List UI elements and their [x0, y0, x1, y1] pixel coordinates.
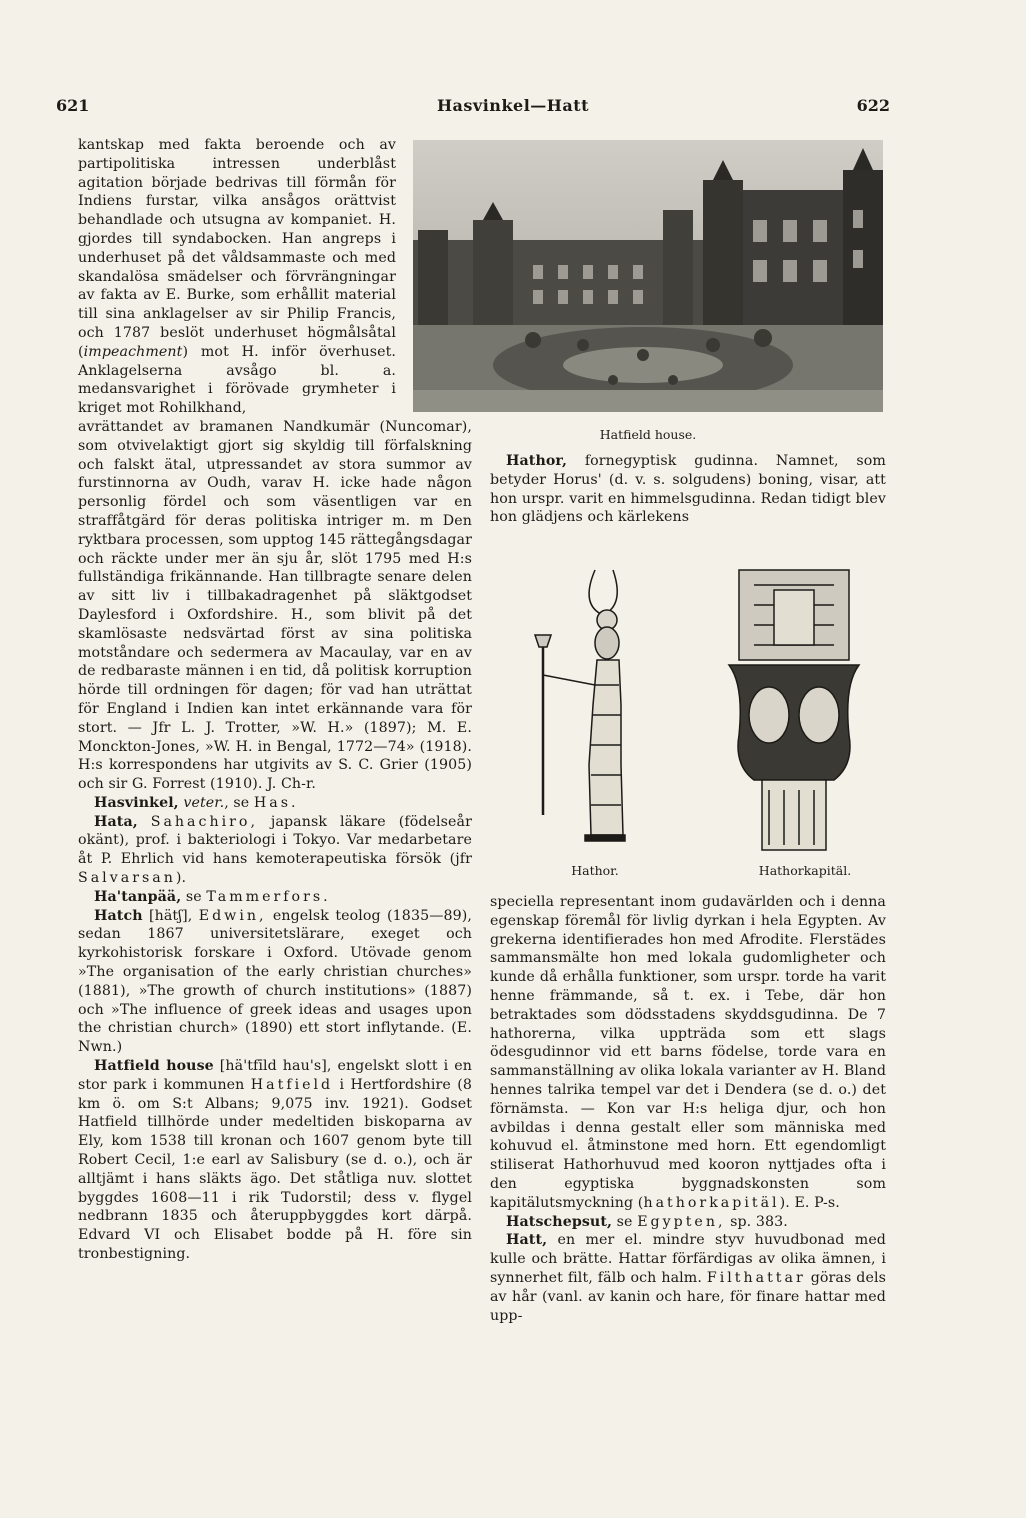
entry-text: speciella representant inom gudavärlden och i denna egenskap föremål för livlig dyrkan i hela Egypten. Av grekerna identifierades hon med Afrodite. Flerstädes sammansmälte hon med lokala gudomligheter och kunde då erhålla funktioner, som urspr. torde ha varit henne främmande, så t. ex. i Tebe, där hon betraktades som dödsstadens skyddsgudinna. De 7 hathorerna, vilka uppträda som ett slags ödesgudinnor vid ett barns födelse, torde vara en sammanställning av olika lokala varianter av H. Bland hennes talrika tempel var det i Dendera (se d. o.) det förnämsta. — Kon var H:s heliga djur, och hon avbildas i denna gestalt eller som människa med kohuvud el. åtminstone med horn. Ett egendomligt stiliserat Hathorhuvud med kooron nyttjades ofta i den egyptiska byggnadskonsten som kapitälutsmyckning (	[490, 894, 886, 1211]
entry-text-end: ).	[175, 870, 187, 887]
hathor-capital-illustration	[724, 565, 864, 855]
entry-text: japansk läkare (födelseår okänt), prof. i bakteriologi i Tokyo. Var medarbetare åt P. Ehrlich vid hans kemoterapeutiska försök (jfr	[78, 813, 472, 868]
page-number-right: 622	[856, 96, 890, 115]
entry-text-end: sp. 383.	[730, 1213, 788, 1230]
running-title: Hasvinkel—Hatt	[436, 96, 590, 115]
hastings-text-2: ) mot H. inför överhuset. Anklagelserna avsågo bl. a. medansvarighet i förövade grymheter i kriget mot Rohilkhand,	[78, 343, 396, 417]
cross-ref-salvarsan: Salvarsan	[78, 870, 176, 887]
entry-hatt	[490, 1231, 886, 1325]
entry-hatch	[78, 907, 472, 1057]
page-number-left: 621	[56, 96, 90, 115]
headword-hatch: Hatch	[94, 907, 143, 924]
hatfield-house-photo	[413, 140, 883, 412]
entry-text: engelskt slott i en stor park i kommunen	[78, 1058, 472, 1093]
name-edwin: Edwin,	[198, 907, 267, 924]
term-filthattar: Filthattar	[706, 1269, 806, 1286]
headword-hathor: Hathor,	[506, 453, 568, 469]
entry-text: se	[185, 888, 202, 905]
impeachment-term: impeachment	[83, 343, 183, 360]
hatfield-house-image	[413, 140, 883, 412]
entry-hathor	[490, 452, 886, 527]
hathor-illustration	[525, 565, 665, 855]
entry-text: fornegyptisk gudinna. Namnet, som betyder Horus' (d. v. s. solgudens) boning, visar, att hon urspr. varit en himmelsgudinna. Redan tidigt blev hon glädjens och kärlekens	[490, 453, 886, 526]
name-sahachiro: Sahachiro,	[150, 813, 258, 830]
hastings-continuation-2: avrättandet av bramanen Nandkumär (Nuncomar), som otvivelaktigt gjort sig skyldig till förfalskning och falskt ätal, utpressandet av stora summor av furstinnorna av Oudh, varav H. icke hade någon personlig fördel och som väsentligen var en straffåtgärd för deras politiska intriger m. m Den ryktbara processen, som upptog 145 rättegångsdagar och räckte under mer än sju år, slöt 1795 med H:s fullständiga frikännande. Han tillbragte senare delen av sitt liv i tillbakadragenhet på släktgodset Daylesford i Oxfordshire. H., som blivit på det skamlösaste nedsvärtad först av sina politiska motståndare och sedermera av Macaulay, var en av de redbaraste männen i en tid, då politisk korruption hörde till ordningen för dagen; för vad han uträttat för England i Indien kan intet erkännande vara för stort. — Jfr L. J. Trotter, »W. H.» (1897); M. E. Monckton-Jones, »W. H. in Bengal, 1772—74» (1918). H:s korrespondens har utgivits av S. C. Grier (1905) och sir G. Forrest (1910). J. Ch-r.	[78, 418, 472, 793]
entry-text: se	[616, 1213, 633, 1230]
cross-ref-tammerfors: Tammerfors.	[206, 888, 331, 905]
headword-hata: Hata,	[94, 813, 138, 830]
hathor-figure-image	[525, 565, 665, 855]
headword-hatanpaa: Ha'tanpää,	[94, 888, 182, 905]
cross-ref-egypten: Egypten,	[637, 1213, 726, 1230]
right-column-top	[490, 452, 886, 527]
headword-hatfield-house: Hatfield house	[94, 1058, 214, 1075]
photo-caption: Hatfield house.	[599, 427, 697, 442]
entry-text-2: i Hertfordshire (8 km ö. om S:t Albans; 9,075 inv. 1921). Godset Hatfield tillhörde under medeltiden biskoparna av Ely, kom 1538 till kronan och 1607 genom byte till Robert Cecil, 1:e earl av Salisbury (se d. o.), och är alltjämt i hans släkts ägo. Det ståtliga nuv. slottet byggdes 1608—11 i rik Tudorstil; dess v. flygel nedbrann 1835 och återuppbyggdes kort därpå. Edvard VI och Elisabet bodde på H. före sin tronbestigning.	[78, 1076, 472, 1263]
right-column-bottom	[490, 893, 886, 1325]
entry-text-end: göras dels av hår (vanl. av kanin och hare, för finare hattar med upp-	[490, 1269, 886, 1324]
entry-hatanpaa	[78, 888, 472, 907]
headword-hatt: Hatt,	[506, 1232, 548, 1249]
entry-hasvinkel	[78, 794, 472, 813]
entry-hatschepsut	[490, 1213, 886, 1232]
left-column	[78, 136, 472, 1264]
headword-hasvinkel: Hasvinkel,	[94, 794, 179, 811]
pronunciation: [hätʃ],	[148, 907, 193, 924]
hathor-capital-image	[724, 565, 864, 855]
entry-text: , se	[224, 794, 250, 811]
term-hathorkapital: hathorkapitäl	[643, 1194, 780, 1211]
pronunciation: [hä'tfīld hau's],	[219, 1058, 332, 1075]
entry-text: en mer el. mindre styv huvudbonad med kulle och brätte. Hattar förfärdigas av olika ämnen, i synnerhet filt, fälb och halm.	[490, 1232, 886, 1286]
entry-hata	[78, 813, 472, 888]
entry-hatfield-house	[78, 1057, 472, 1264]
abbrev-veter: veter.	[183, 794, 225, 811]
entry-text-end: ). E. P-s.	[779, 1194, 840, 1211]
hathor-continuation	[490, 893, 886, 1213]
hastings-continuation	[78, 136, 396, 418]
hathor-caption: Hathor.	[571, 863, 619, 878]
cross-ref-has: Has.	[253, 794, 299, 811]
hastings-text: kantskap med fakta beroende och av partipolitiska intressen underblåst agitation började bedrivas till förmån för Indiens furstar, vilka ansågos orättvist behandlade och utsugna av kompaniet. H. gjordes till syndabocken. Han angreps i underhuset på det våldsammaste och med skandalösa smädelser och förvrängningar av fakta av E. Burke, som erhållit material till sina anklagelser av sir Philip Francis, och 1787 beslöt underhuset högmålsåtal (	[78, 137, 396, 360]
page-header	[0, 96, 1026, 122]
name-hatfield: Hatfield	[250, 1076, 334, 1093]
capital-caption: Hathorkapitäl.	[758, 863, 852, 878]
entry-text: engelsk teolog (1835—89), sedan 1867 universitetslärare, exeget och kyrkohistorisk forskare i Oxford. Utövade genom »The organisation of the early christian churches» (1881), »The growth of church institutions» (1887) och »The influence of greek ideas and usages upon the christian church» (1890) ett stort inflytande. (E. Nwn.)	[78, 907, 472, 1056]
headword-hatschepsut: Hatschepsut,	[506, 1213, 613, 1230]
